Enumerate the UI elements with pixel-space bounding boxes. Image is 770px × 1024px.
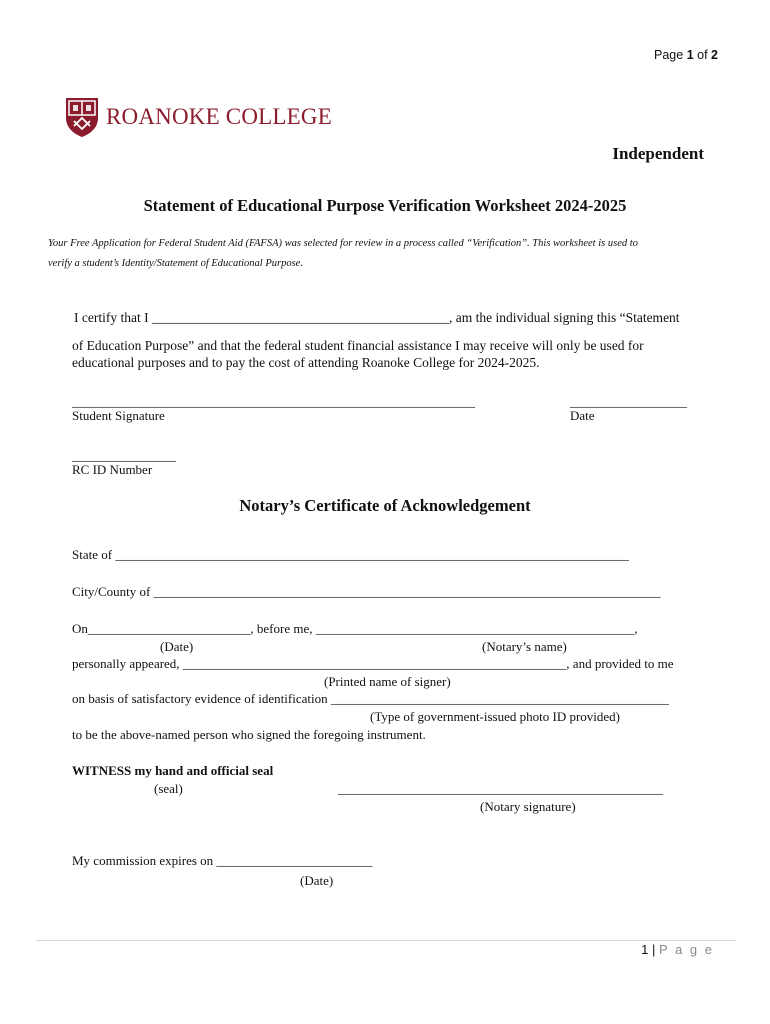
seal-label: (seal) bbox=[154, 781, 183, 796]
footer-page-word: P a g e bbox=[659, 942, 714, 957]
date-label: Date bbox=[570, 408, 595, 423]
printed-name-caption: (Printed name of signer) bbox=[324, 674, 451, 689]
personally-appeared-line[interactable]: personally appeared, ___________________________________________________________, and provided to me bbox=[72, 656, 674, 671]
page-indicator-prefix: Page bbox=[654, 48, 684, 62]
city-county-field[interactable]: City/County of ______________________________________________________________________________ bbox=[72, 584, 661, 599]
footer-page-number bbox=[641, 942, 714, 957]
footer-divider bbox=[36, 940, 736, 941]
intro-line-1: Your Free Application for Federal Student Aid (FAFSA) was selected for review in a process called “Verification”. This worksheet is used to bbox=[48, 238, 638, 249]
intro-text bbox=[48, 234, 728, 274]
witness-label: WITNESS my hand and official seal bbox=[72, 763, 274, 778]
college-logo bbox=[64, 96, 332, 138]
notary-signature-caption: (Notary signature) bbox=[480, 799, 576, 814]
named-person-statement: to be the above-named person who signed the foregoing instrument. bbox=[72, 727, 426, 742]
date-field[interactable]: __________________ bbox=[570, 394, 687, 409]
college-name: ROANOKE COLLEGE bbox=[106, 104, 332, 129]
notary-title: Notary’s Certificate of Acknowledgement bbox=[239, 496, 531, 515]
certification-line-2: of Education Purpose” and that the federal student financial assistance I may receive will only be used for educational purposes and to pay the cost of attending Roanoke College for 2024-2025. bbox=[72, 338, 644, 370]
rc-id-field[interactable]: ________________ bbox=[72, 448, 176, 463]
rc-id-label: RC ID Number bbox=[72, 462, 153, 477]
page-indicator bbox=[654, 48, 718, 62]
page-total: 2 bbox=[711, 48, 718, 62]
document-title: Statement of Educational Purpose Verification Worksheet 2024-2025 bbox=[143, 196, 627, 215]
student-signature-label: Student Signature bbox=[72, 408, 165, 423]
identification-line[interactable]: on basis of satisfactory evidence of identification ____________________________________________________ bbox=[72, 691, 669, 706]
certification-line-1: I certify that I ____________________________________________, am the individual signing this “Statement bbox=[74, 310, 680, 325]
commission-date-caption: (Date) bbox=[300, 873, 334, 888]
college-shield-icon bbox=[64, 96, 100, 138]
commission-expires-field[interactable]: My commission expires on ________________________ bbox=[72, 853, 373, 868]
on-date-notary-line[interactable]: On_________________________, before me, _________________________________________________, bbox=[72, 621, 638, 636]
notary-signature-field[interactable]: __________________________________________________ bbox=[338, 781, 663, 796]
intro-line-2: verify a student’s Identity/Statement of Educational Purpose. bbox=[48, 258, 303, 269]
page-current: 1 bbox=[686, 48, 694, 62]
footer-separator: | bbox=[652, 942, 656, 957]
date-caption: (Date) bbox=[160, 639, 194, 654]
independent-heading: Independent bbox=[612, 144, 704, 163]
id-type-caption: (Type of government-issued photo ID provided) bbox=[370, 709, 621, 724]
page-of: of bbox=[697, 48, 708, 62]
footer-number: 1 bbox=[641, 942, 649, 957]
student-signature-field[interactable]: ______________________________________________________________ bbox=[72, 394, 475, 409]
notary-name-caption: (Notary’s name) bbox=[482, 639, 567, 654]
state-field[interactable]: State of _______________________________________________________________________________ bbox=[72, 547, 629, 562]
